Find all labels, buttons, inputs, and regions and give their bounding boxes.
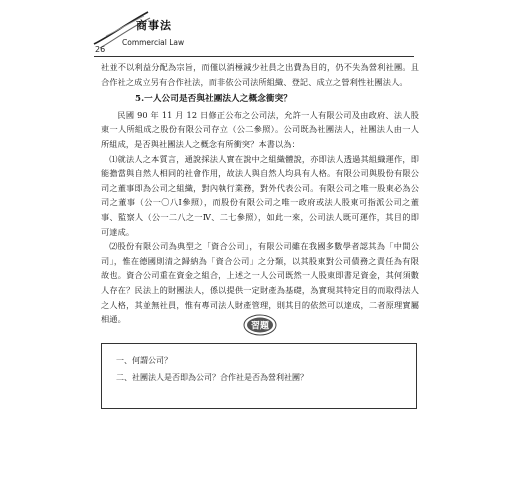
question-item: 一、何謂公司？ bbox=[116, 356, 172, 365]
page-number: 26 bbox=[95, 45, 106, 54]
header-divider bbox=[94, 56, 414, 57]
point-two: ⑵股份有限公司為典型之「資合公司」，有限公司雖在我國多數學者認其為「中間公司」，惟在德國則清之歸納為「資合公司」之分類，以其股東對公司債務之責任為有限故也。資合公司重在資金之組合，上述之一人公司既然一人股東即書足資金，其何須數人存在？民法上的財團法人，係以提供一定財產為基礎，為實現其特定目的而取得法人之人格，其並無社員，惟有專司法人財產管理，則其目的依然可以達成，二者原理實屬相通。 bbox=[101, 241, 419, 325]
page-header bbox=[0, 0, 520, 62]
point-one: ⑴就法人之本質言，通說採法人實在說中之組織體說，亦即法人透過其組織運作，即能擔當與自然人相同的社會作用，故法人與自然人均具有人格。有限公司與股份有限公司之董事即為公司之組織，對內執行業務，對外代表公司。有限公司之唯一股東必為公司之董事（公一〇八Ⅰ參照），而股份有限公司之唯一政府或法人股東可指派公司之董事、監察人（公一二八之一Ⅳ、二七參照），如此一來，公司法人既可運作，其目的即可達成。 bbox=[101, 153, 419, 237]
exercise-badge-label: 習題 bbox=[250, 321, 270, 332]
header-title: 商事法 bbox=[136, 19, 172, 32]
header-subtitle: Commercial Law bbox=[122, 38, 185, 47]
section-heading: 5.一人公司是否與社團法人之概念衝突？ bbox=[135, 94, 292, 105]
question-item: 二、社團法人是否即為公司？合作社是否為營利社團？ bbox=[116, 373, 308, 382]
main-text bbox=[101, 60, 419, 327]
paragraph-continuation: 社並不以利益分配為宗旨，而僅以消極減少社員之出費為目的，仍不失為營利社團。且合作社之成立另有合作社法，而非依公司法所組織、登記、成立之營利性社團法人。 bbox=[101, 62, 419, 87]
exercise-questions bbox=[101, 343, 417, 409]
exercise-badge bbox=[243, 314, 277, 336]
paragraph-intro: 民國 90 年 11 月 12 日修正公布之公司法，允許一人有限公司及由政府、法人股東一人所組成之股份有限公司存立（公二參照）。公司既為社團法人，社團法人由一人所組成，是否與社團法人之概念有所衝突？本書以為： bbox=[101, 109, 419, 149]
